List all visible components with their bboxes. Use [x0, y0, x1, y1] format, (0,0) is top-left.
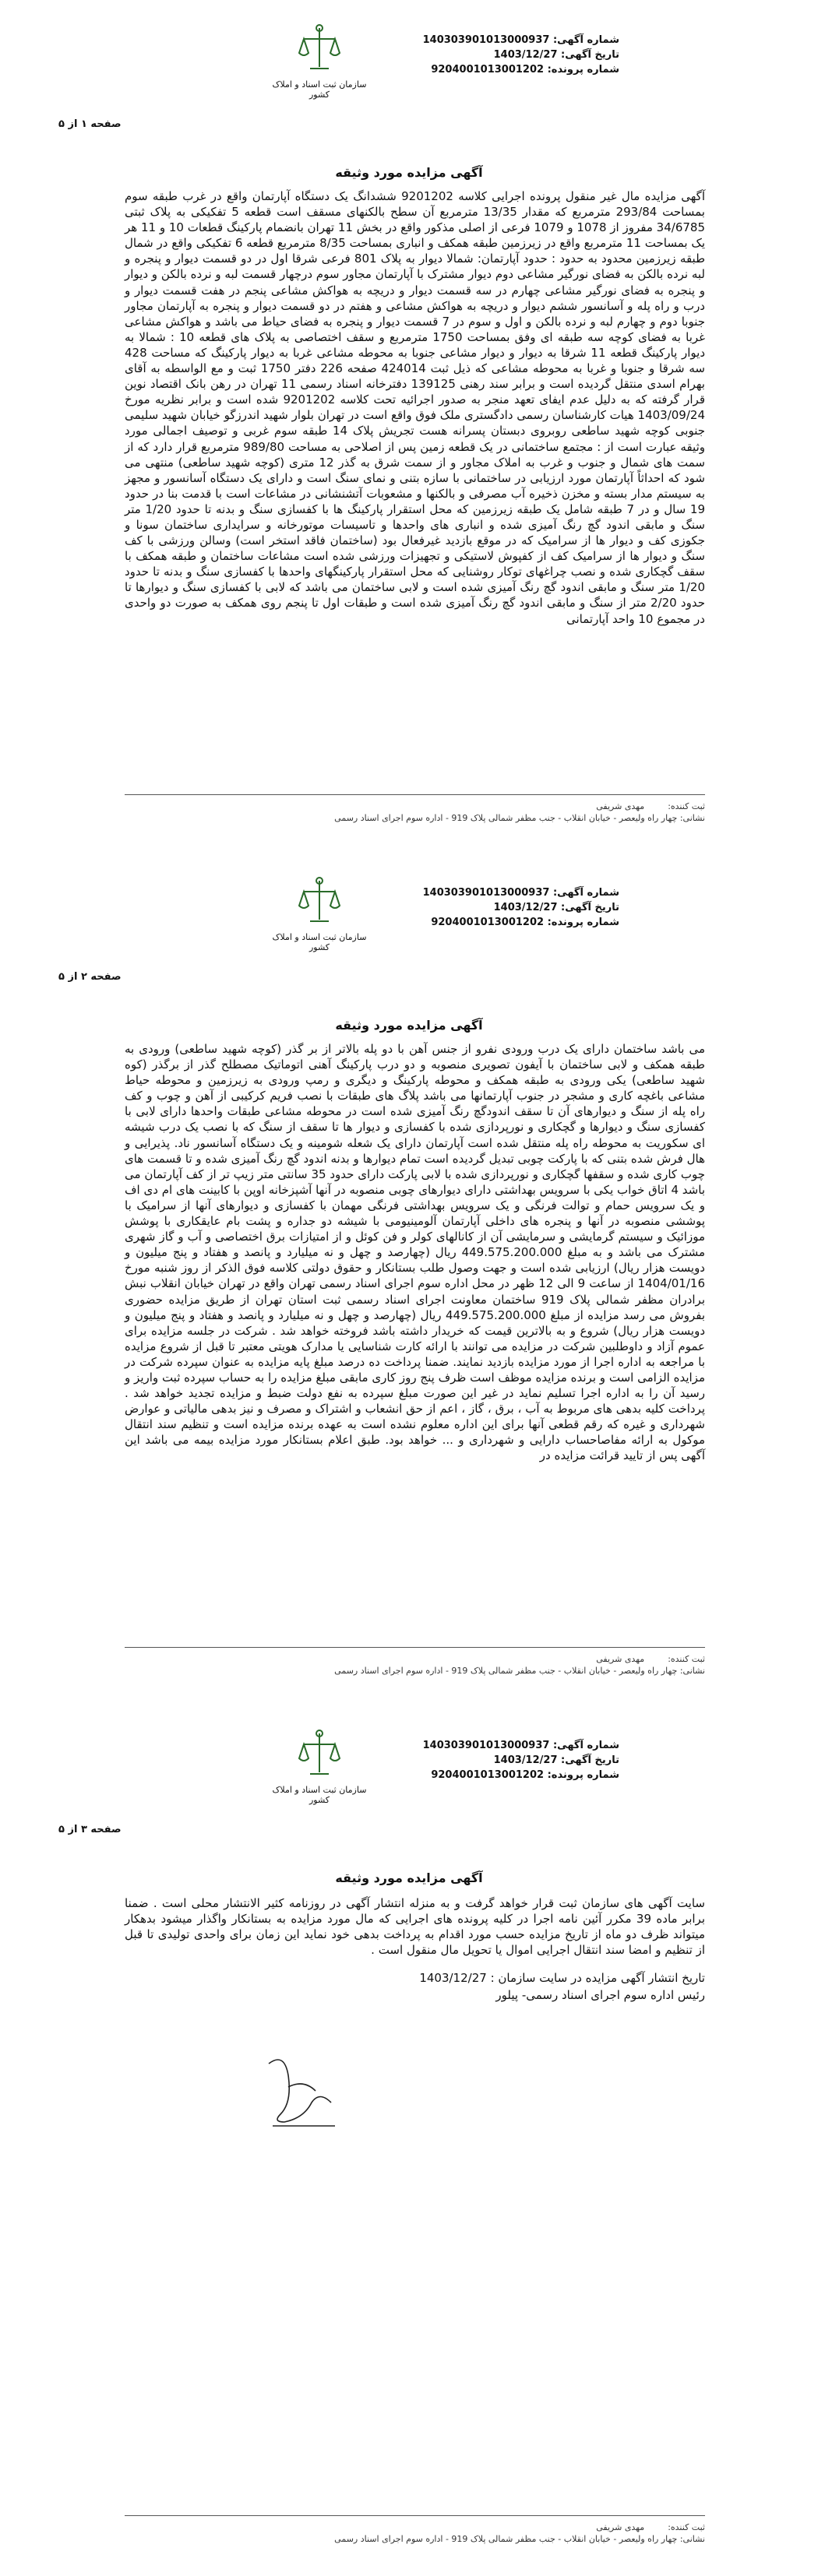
organization-name: سازمان ثبت اسناد و املاک کشور: [272, 79, 367, 100]
notice-meta: [401, 33, 619, 77]
judiciary-emblem: [269, 1727, 370, 1813]
footer-divider: [125, 794, 705, 795]
office-address: نشانی: چهار راه ولیعصر - خیابان انقلاب - جنب مظفر شمالی پلاک 919 - اداره سوم اجرای اسناد رسمی: [334, 813, 705, 823]
footer-divider: [125, 1647, 705, 1648]
notice-date: 1403/12/27: [493, 1754, 558, 1766]
notice-title: آگهی مزایده مورد وثیقه: [335, 1870, 483, 1885]
registrar-label: ثبت کننده:: [668, 2522, 705, 2532]
notice-title: آگهی مزایده مورد وثیقه: [335, 1018, 483, 1033]
office-address: نشانی: چهار راه ولیعصر - خیابان انقلاب - جنب مظفر شمالی پلاک 919 - اداره سوم اجرای اسناد رسمی: [334, 1666, 705, 1676]
registrar-name: مهدی شریفی: [596, 1654, 645, 1664]
page-label: صفحه ۲ از ۵: [58, 971, 122, 983]
judiciary-emblem: [269, 22, 370, 107]
notice-number: 140303901013000937: [422, 1740, 550, 1751]
notice-date-label: تاریخ آگهی:: [561, 902, 619, 913]
scales-of-justice-icon: [296, 22, 343, 76]
official-signature-icon: [257, 2048, 343, 2141]
notice-number: 140303901013000937: [422, 887, 550, 899]
notice-body: می باشد ساختمان دارای یک درب ورودی نفرو از جنس آهن با دو پله بالاتر از بر گذر (کوچه شهید ساطعی) ورودی به طبقه همکف و لابی ساختمان با آیفون تصویری منصوبه و دو درب پارکینگ آهنی اتوماتیک مصطلح گذر از برگذر (کوه شهید ساطعی) یکی ورودی به طبقه همکف و محوطه پارکینگ و دیگری و رمپ ورودی به زیرزمین و محوطه حیاط مشاعی باغچه کاری و مشجر در جنوب آپارتمانها می باشد پلاگ های طبقات با نصب فریم کرکیبی از آهن و چوب و کف راه پله از سنگ و دیوارهای آن تا سقف اندودگچ رنگ آمیزی شده است در محوطه مشاعی طبقات واحدها دارای لابی با کفسازی سنگ و دیوارها و گچکاری و نورپردازی شده با کفسازی و دیوار ها تا سقف از سنگ که با نصب یک درب شیشه ای سکوریت به محوطه راه پله منتقل شده است آپارتمان دارای یک شعله شومینه و یک دستگاه آسانسور ناد. پذیرایی و هال فرش شده بتنی که با پارکت چوبی تبدیل گردیده است تمام دیوارها و بدنه اندود گچ رنگ آمیزی شده و تا قسمت های چوب کاری شده و سقفها گچکاری و نورپردازی شده با لابی پارکت دارای حدود 35 سانتی متر زیپ تر از کف آپارتمان می باشد 4 اتاق خواب یکی با سرویس بهداشتی دارای دیوارهای چوبی منصوبه در آنها آشپزخانه اوپن با کابینت های ام دی اف و یک سرویس حمام و توالت فرنگی و یک سرویس بهداشتی فرنگی مهمان با کفسازی و دیوارهای آنها از سرامیک با پوششی منصوبه در آنها و پنجره های داخلی آپارتمان آلومینیومی با شیشه دو جداره و پشت بام عایقکاری با پوشش موزائیک و سیستم گرمایشی و سرمایشی آن از کانالهای کولر و فن کوئل و از امتیازات برق اختصاصی و آب و گاز شهری مشترک می باشد و به مبلغ 449.575.200.000 ریال (چهارصد و چهل و نه میلیارد و پانصد و هفتاد و پنج میلیون و دویست هزار ریال) ارزیابی شده است و جهت وصول طلب بستانکار و حقوق دولتی کلاسه فوق الذکر از روز شنبه مورخ 1404/01/16 از ساعت 9 الی 12 ظهر در محل اداره سوم اجرای اسناد رسمی تهران واقع در تهران خیابان انقلاب نبش برادران مظفر شمالی پلاک 919 ساختمان معاونت اجرای اسناد رسمی ثبت استان تهران از طریق مزایده حضوری بفروش می رسد مزایده از مبلغ 449.575.200.000 ریال (چهارصد و چهل و نه میلیارد و پانصد و هفتاد و پنج میلیون و دویست هزار ریال) شروع و به بالاترین قیمت که خریدار داشته باشد فروخته خواهد شد . شرکت در جلسه مزایده برای عموم آزاد و داوطلبین شرکت در مزایده می توانند با ارائه کارت شناسایی یا مدارک هویتی معتبر تا قبل از شروع مزایده با مراجعه به اداره اجرا از مورد مزایده بازدید نمایند. ضمنا پرداخت ده درصد مبلغ پایه مزایده به عنوان سپرده شرکت در مزایده الزامی است و برنده مزایده موظف است ظرف پنج روز کاری مابقی مبلغ مزایده را به حساب سپرده ثبت واریز و رسید آن را به اداره اجرا تسلیم نماید در غیر این صورت مبلغ سپرده به نفع دولت ضبط و مزایده تجدید خواهد شد . پرداخت کلیه بدهی های مربوط به آب ، برق ، گاز ، اعم از حق انشعاب و اشتراک و مصرف و نیز بدهی مالیاتی و عوارض شهرداری و غیره که رقم قطعی آنها برای این اداره معلوم نشده است به عهده برنده مزایده است و تنظیم سند انتقال موکول به ارائه مفاصاحساب دارایی و شهرداری و ... خواهد بود. طبق اعلام بستانکار مورد مزایده بیمه می باشد این آگهی پس از تایید قرائت مزایده در: [125, 1042, 706, 1463]
file-number: 9204001013001202: [431, 917, 545, 928]
page-label: صفحه ۳ از ۵: [58, 1824, 122, 1835]
notice-number-label: شماره آگهی:: [552, 887, 619, 899]
department-head-title: رئیس اداره سوم اجرای اسناد رسمی- پیلور: [495, 1988, 705, 2002]
notice-footer: [125, 1653, 705, 1677]
notice-meta: [401, 885, 619, 930]
notice-page-1: [0, 0, 818, 853]
publication-date-line: تاریخ انتشار آگهی مزایده در سایت سازمان : 1403/12/27: [419, 1971, 705, 1985]
organization-name: سازمان ثبت اسناد و املاک کشور: [272, 932, 367, 952]
notice-meta: [401, 1738, 619, 1782]
notice-date-label: تاریخ آگهی:: [561, 1754, 619, 1766]
office-address: نشانی: چهار راه ولیعصر - خیابان انقلاب - جنب مظفر شمالی پلاک 919 - اداره سوم اجرای اسناد رسمی: [334, 2534, 705, 2544]
notice-number: 140303901013000937: [422, 34, 550, 46]
notice-number-label: شماره آگهی:: [552, 34, 619, 46]
registrar-label: ثبت کننده:: [668, 1654, 705, 1664]
scales-of-justice-icon: [296, 1727, 343, 1782]
notice-date: 1403/12/27: [493, 902, 558, 913]
registrar-label: ثبت کننده:: [668, 801, 705, 811]
notice-title: آگهی مزایده مورد وثیقه: [335, 165, 483, 180]
notice-date: 1403/12/27: [493, 49, 558, 61]
judiciary-emblem: [269, 875, 370, 960]
notice-page-3: [0, 1705, 818, 2576]
notice-footer: [125, 801, 705, 824]
notice-body: آگهی مزایده مال غیر منقول پرونده اجرایی کلاسه 9201202 ششدانگ یک دستگاه آپارتمان واقع در غرب طبقه سوم بمساحت 293/84 مترمربع که مقدار 13/35 مترمربع آن سطح بالکنهای مسقف است قطعه 5 تفکیکی به پلاک ثبتی 34/6785 مفروز از 1078 و 1079 فرعی از اصلی مذکور واقع در بخش 11 تهران بانضمام پارکینگ قطعات 10 و 11 هر یک بمساحت 11 مترمربع واقع در زیرزمین طبقه همکف و انباری بمساحت 8/35 مترمربع قطعه 6 تفکیکی واقع در شمال طبقه زیرزمین محدود به حدود : حدود آپارتمان: شمالا دیوار به پلاک 801 فرعی شرقا اول در دو قسمت دیوار و پنجره و لبه نرده بالکن به فضای نورگیر مشاعی دوم دیوار مشترک با آپارتمان مجاور سوم درچهار قسمت لبه و نرده بالکن و دیوار و پنجره به فضای نورگیر مشاعی چهارم در سه قسمت دیوار و دریچه به هواکش مشاعی پنجم در هفت قسمت دیوار و درب و راه پله و آسانسور ششم دیوار و دریچه به هواکش مشاعی و هفتم در دو قسمت دیوار و پنجره به آپارتمان مجاور جنوبا دوم و چهارم لبه و نرده بالکن و اول و سوم در 7 قسمت دیوار و پنجره به فضای حیاط می باشد و هواکش مشاعی غربا به فضای کوچه سه طبقه ای وفق بمساحت 1750 مترمربع و سقف اختصاصی به پلاک های قطعه 10 : شمالا به دیوار پارکینگ قطعه 11 شرقا به دیوار و دیوار مشاعی جنوبا به محوطه مشاعی غربا به دیوار پارکینگ که مساحت 428 سه شرقا و جنوبا و غربا به محوطه مشاعی که ذیل ثبت 424014 صفحه 226 دفتر 1750 ثبت و مع الواسطه به آقای بهرام اسدی منتقل گردیده است و برابر سند رهنی 139125 دفترخانه اسناد رسمی 11 تهران در رهن بانک اقتصاد نوین قرار گرفته که به دلیل عدم ایفای تعهد منجر به صدور اجرائیه تحت کلاسه 9201202 شده است و برابر نظریه مورخ 1403/09/24 هیات کارشناسان رسمی دادگستری ملک فوق واقع است در تهران بلوار شهید اندرزگو خیابان شهید سلیمی جنوبی کوچه شهید ساطعی روبروی دبستان پسرانه هست تجریش پلاک 14 طبقه سوم غربی و توصیف اجمالی مورد وثیقه عبارت است از : مجتمع ساختمانی در یک قطعه زمین پس از اصلاحی به مساحت 989/80 مترمربع قرار دارد که از سمت های شمال و جنوب و غرب به املاک مجاور و از سمت شرق به گذر 12 متری (کوچه شهید ساطعی) منتهی می شود که احداثاً آپارتمان مورد ارزیابی در ساختمانی با سازه بتنی و نمای سنگ است و دارای یک دستگاه آسانسور و مجهز به سیستم مدار بسته و مخزن ذخیره آب مصرفی و بالکنها و مشعوبات آتشنشانی در مشاعات است با قدمت بنا در حدود 19 سال و در 7 طبقه شامل یک طبقه زیرزمین که محل استقرار پارکینگ ها با کفسازی سنگ و بدنه تا حدود 1/20 متر سنگ و مابقی اندود گچ رنگ آمیزی شده و انباری های واحدها و تاسیسات موتورخانه و سرایداری ساختمان سونا و جکوزی کف و دیوار ها از سرامیک که در موقع بازدید غیرفعال بود (ساختمان فاقد استخر است) وسالن ورزشی با کف سنگ و دیوار ها از سرامیک کف از کفپوش لاستیکی و تجهیزات ورزشی شده است مشاعات ساختمان و طبقه همکف با سقف گچکاری شده و نصب چراغهای توکار روشنایی که محل استقرار پارکینگهای واحدها با کفسازی سنگ و بدنه تا حدود 1/20 متر سنگ و مابقی اندود گچ رنگ آمیزی شده است و لابی ساختمان می باشد که لابی با کفسازی سنگ و دیوارها تا حدود 2/20 متر از سنگ و مابقی اندود گچ رنگ آمیزی شده است و طبقات اول تا پنجم روی همکف به صورت دو واحدی در مجموع 10 واحد آپارتمانی: [125, 189, 706, 626]
file-number-label: شماره پرونده:: [547, 1769, 619, 1781]
scales-of-justice-icon: [296, 875, 343, 929]
file-number: 9204001013001202: [431, 64, 545, 76]
notice-footer: [125, 2521, 705, 2545]
notice-number-label: شماره آگهی:: [552, 1740, 619, 1751]
notice-date-label: تاریخ آگهی:: [561, 49, 619, 61]
file-number-label: شماره پرونده:: [547, 917, 619, 928]
registrar-name: مهدی شریفی: [596, 2522, 645, 2532]
organization-name: سازمان ثبت اسناد و املاک کشور: [272, 1785, 367, 1805]
file-number-label: شماره پرونده:: [547, 64, 619, 76]
registrar-name: مهدی شریفی: [596, 801, 645, 811]
file-number: 9204001013001202: [431, 1769, 545, 1781]
notice-body: سایت آگهی های سازمان ثبت قرار خواهد گرفت و به منزله انتشار آگهی در روزنامه کثیر الانتشار محلی است . ضمنا برابر ماده 39 مکرر آئین نامه اجرا در کلیه پرونده های اجرایی که مال مورد مزایده به بستانکار واگذار میشود بدهکار میتواند ظرف دو ماه از تاریخ مزایده حسب مورد اقدام به پرداخت بدهی خود نماید این زمان برای واحدی تولیدی تا قبل از تنظیم و امضا سند انتقال اجرایی اموال یا تحویل مال منقول است .: [125, 1896, 705, 1958]
notice-page-2: [0, 853, 818, 1705]
footer-divider: [125, 2515, 705, 2516]
page-label: صفحه ۱ از ۵: [58, 118, 122, 130]
